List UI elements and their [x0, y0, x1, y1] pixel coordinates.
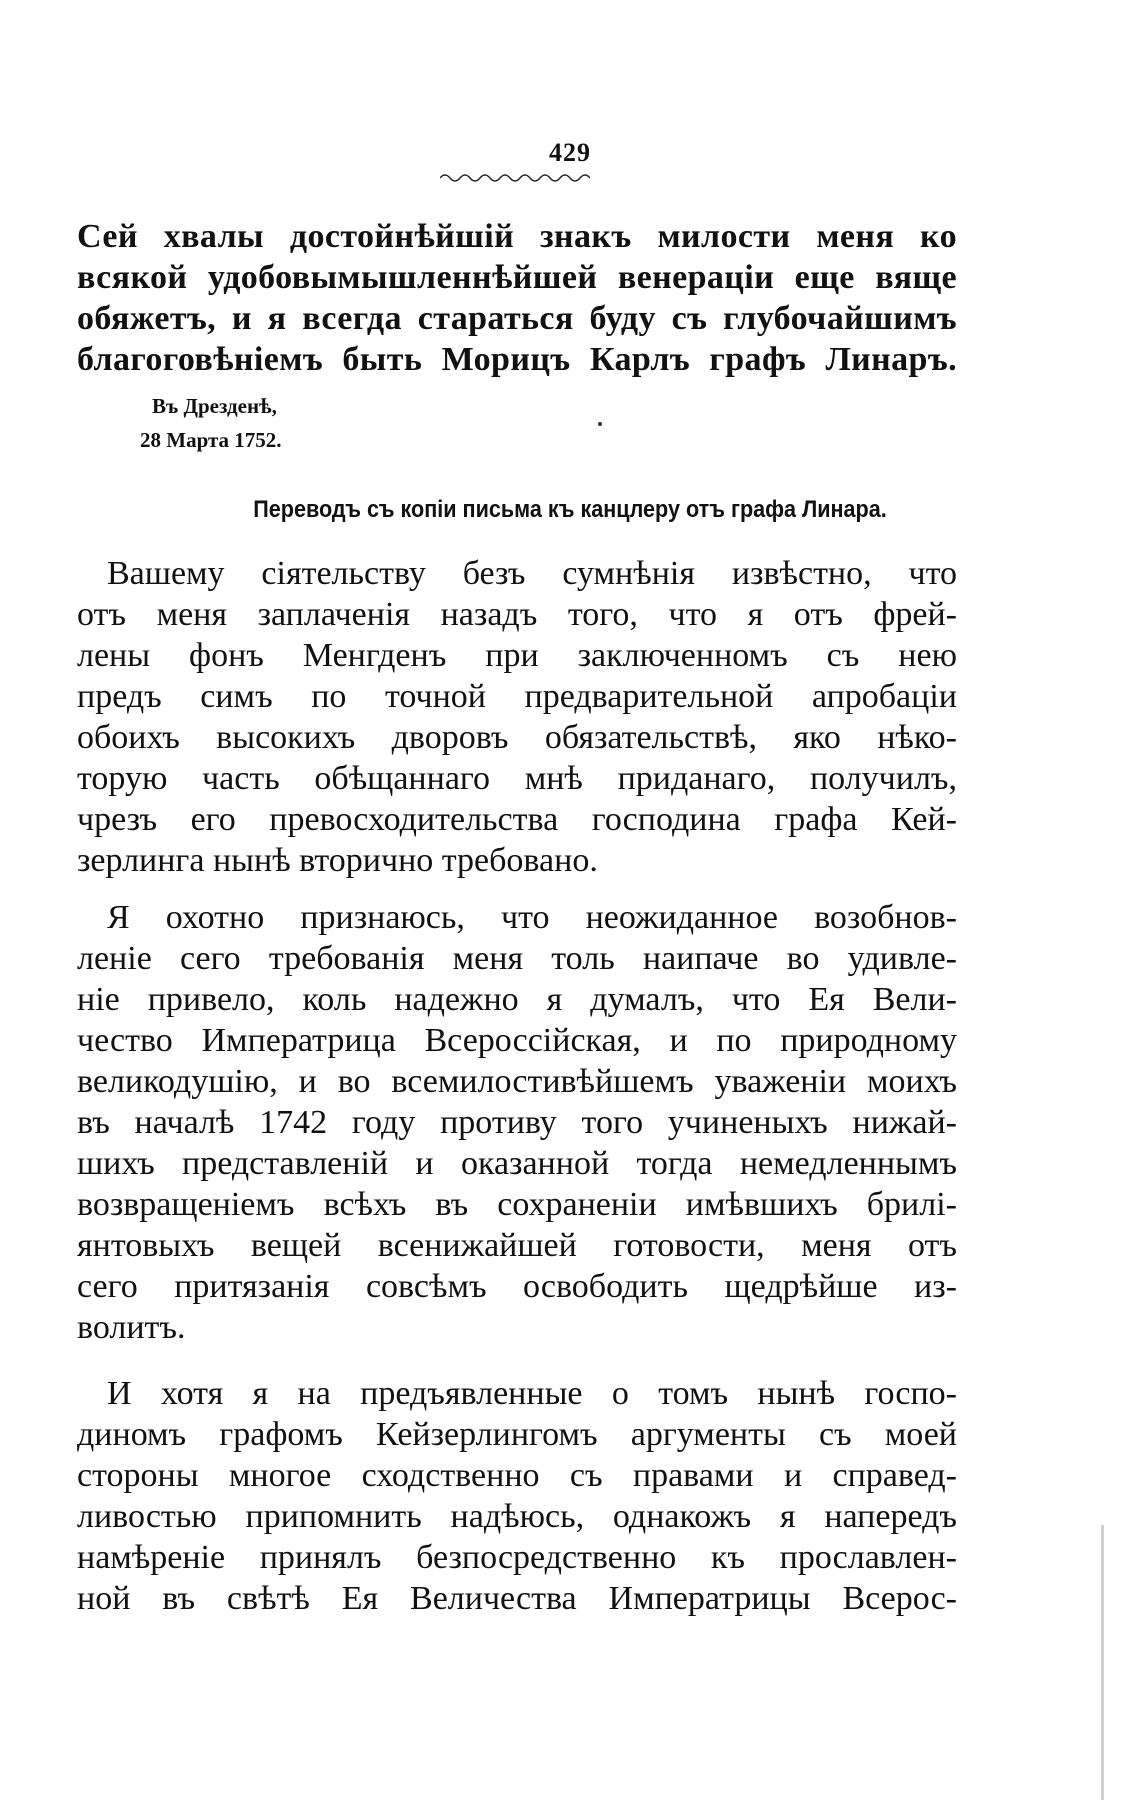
- text-line: Сей хвалы достойнѣйшій знакъ милости меня ко: [77, 218, 957, 255]
- text-line: обяжетъ, и я всегда стараться буду съ глубочайшимъ: [77, 300, 957, 337]
- section-heading: Переводъ съ копіи письма къ канцлеру отъ графа Линара.: [253, 496, 887, 523]
- text-line: И хотя я на предъявленные о томъ нынѣ госпо-: [107, 1375, 957, 1412]
- scan-edge-shadow: [1101, 1525, 1104, 1800]
- text-line: Я охотно признаюсь, что неожиданное возобнов-: [107, 899, 957, 936]
- text-line: намѣреніе принялъ безпосредственно къ прославлен-: [77, 1539, 957, 1576]
- text-line: обоихъ высокихъ дворовъ обязательствѣ, яко нѣко-: [77, 719, 957, 756]
- paragraph-3: [77, 1373, 957, 1619]
- paragraph-2: [77, 897, 957, 1348]
- text-line: Вашему сіятельству безъ сумнѣнія извѣстно, что: [107, 555, 957, 592]
- text-line: стороны многое сходственно съ правами и справед-: [77, 1457, 957, 1494]
- text-line: чрезъ его превосходительства господина графа Кей-: [77, 801, 957, 838]
- text-line: шихъ представленій и оказанной тогда немедленнымъ: [77, 1145, 957, 1182]
- text-line: сего притязанія совсѣмъ освободить щедрѣйше из-: [77, 1268, 957, 1305]
- text-line: ливостью припомнить надѣюсь, однакожъ я напередъ: [77, 1498, 957, 1535]
- page-number: 429: [549, 138, 591, 167]
- text-line: великодушію, и во всемилостивѣйшемъ уваженіи моихъ: [77, 1063, 957, 1100]
- text-line: янтовыхъ вещей всенижайшей готовости, меня отъ: [77, 1227, 957, 1264]
- text-line: торую часть обѣщаннаго мнѣ приданаго, получилъ,: [77, 760, 957, 797]
- text-line: зерлинга нынѣ вторично требовано.: [77, 842, 598, 879]
- text-line: диномъ графомъ Кейзерлингомъ аргументы съ моей: [77, 1416, 957, 1453]
- signature-place: Въ Дрезденѣ,: [152, 394, 277, 418]
- text-line: леніе сего требованія меня толь наипаче во удивле-: [77, 940, 957, 977]
- text-line: отъ меня заплаченія назадъ того, что я отъ фрей-: [77, 596, 957, 633]
- text-line: всякой удобовымышленнѣйшей венераціи еще вяще: [77, 259, 957, 296]
- print-speck: [598, 422, 602, 426]
- text-line: ной въ свѣтѣ Ея Величества Императрицы Всерос-: [77, 1580, 957, 1617]
- signature-date: 28 Марта 1752.: [140, 428, 282, 452]
- text-line: чество Императрица Всероссійская, и по природному: [77, 1022, 957, 1059]
- text-line: лены фонъ Менгденъ при заключенномъ съ нею: [77, 637, 957, 674]
- text-line: въ началѣ 1742 году противу того учиненыхъ нижай-: [77, 1104, 957, 1141]
- text-line: предъ симъ по точной предварительной апробаціи: [77, 678, 957, 715]
- intro-paragraph: [77, 216, 957, 380]
- ornament-divider: [440, 172, 590, 184]
- text-line: возвращеніемъ всѣхъ въ сохраненіи имѣвшихъ брилі-: [77, 1186, 957, 1223]
- text-line: волитъ.: [77, 1309, 186, 1346]
- text-line: благоговѣніемъ быть Морицъ Карлъ графъ Линаръ.: [77, 341, 957, 378]
- paragraph-1: [77, 553, 957, 881]
- text-line: ніе привело, коль надежно я думалъ, что Ея Вели-: [77, 981, 957, 1018]
